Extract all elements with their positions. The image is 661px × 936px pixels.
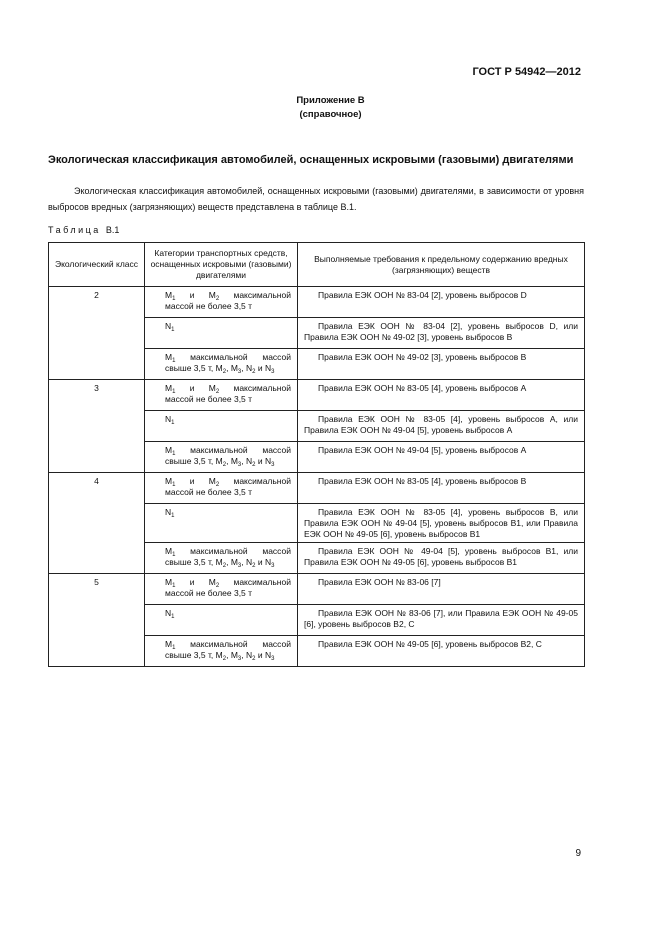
requirement-cell: Правила ЕЭК ООН № 49-04 [5], уровень выбросов А xyxy=(298,442,585,473)
section-heading: Экологическая классификация автомобилей, оснащенных искровыми (газовыми) двигателями xyxy=(48,154,574,166)
annex-title: Приложение В xyxy=(296,95,365,106)
category-cell-n1: $N_1$ xyxy=(145,411,298,442)
category-cell-heavy: $М_1$ максимальной массой свыше 3,5 т, $М_2$, $М_3$, $N_2$ и $N_3$ xyxy=(145,349,298,380)
category-cell-n1: $N_1$ xyxy=(145,318,298,349)
classification-table xyxy=(48,242,585,667)
category-cell-n1: $N_1$ xyxy=(145,504,298,543)
requirement-cell: Правила ЕЭК ООН № 83-04 [2], уровень выбросов D, или Правила ЕЭК ООН № 49-02 [3], уровень выбросов В xyxy=(298,318,585,349)
table-caption-number: В.1 xyxy=(105,225,120,235)
table-row xyxy=(49,473,585,504)
class-cell: 4 xyxy=(49,473,145,574)
category-cell-light: $М_1$ и $М_2$ максимальной массой не более 3,5 т xyxy=(145,574,298,605)
header-requirements: Выполняемые требования к предельному содержанию вредных (загрязняющих) веществ xyxy=(298,243,585,287)
category-cell-heavy: $М_1$ максимальной массой свыше 3,5 т, $М_2$, $М_3$, $N_2$ и $N_3$ xyxy=(145,636,298,667)
requirement-cell: Правила ЕЭК ООН № 83-05 [4], уровень выбросов В xyxy=(298,473,585,504)
class-cell: 3 xyxy=(49,380,145,473)
category-cell-light: $М_1$ и $М_2$ максимальной массой не более 3,5 т xyxy=(145,473,298,504)
class-cell: 2 xyxy=(49,287,145,380)
table-row xyxy=(49,380,585,411)
standard-number: ГОСТ Р 54942—2012 xyxy=(472,66,581,78)
header-ecological-class: Экологический класс xyxy=(49,243,145,287)
table-row xyxy=(49,574,585,605)
requirement-cell: Правила ЕЭК ООН № 49-02 [3], уровень выбросов В xyxy=(298,349,585,380)
page-number: 9 xyxy=(575,848,581,859)
requirement-cell: Правила ЕЭК ООН № 83-06 [7] xyxy=(298,574,585,605)
category-cell-n1: $N_1$ xyxy=(145,605,298,636)
header-vehicle-categories: Категории транспортных средств, оснащенных искровыми (газовыми) двигателями xyxy=(145,243,298,287)
table-body xyxy=(49,287,585,667)
class-cell: 5 xyxy=(49,574,145,667)
category-cell-light: $М_1$ и $М_2$ максимальной массой не более 3,5 т xyxy=(145,380,298,411)
table-caption-word: Таблица xyxy=(48,225,101,235)
requirement-cell: Правила ЕЭК ООН № 83-05 [4], уровень выбросов А, или Правила ЕЭК ООН № 49-04 [5], уровень выбросов А xyxy=(298,411,585,442)
annex-subtitle: (справочное) xyxy=(299,109,362,120)
requirement-cell: Правила ЕЭК ООН № 83-06 [7], или Правила ЕЭК ООН № 49-05 [6], уровень выбросов В2, С xyxy=(298,605,585,636)
requirement-cell: Правила ЕЭК ООН № 83-04 [2], уровень выбросов D xyxy=(298,287,585,318)
table-header-row xyxy=(49,243,585,287)
requirement-cell: Правила ЕЭК ООН № 83-05 [4], уровень выбросов А xyxy=(298,380,585,411)
annex-title-block xyxy=(0,94,661,122)
category-cell-heavy: $М_1$ максимальной массой свыше 3,5 т, $М_2$, $М_3$, $N_2$ и $N_3$ xyxy=(145,543,298,574)
requirement-cell: Правила ЕЭК ООН № 49-04 [5], уровень выбросов В1, или Правила ЕЭК ООН № 49-05 [6], уровень выбросов В1 xyxy=(298,543,585,574)
requirement-cell: Правила ЕЭК ООН № 49-05 [6], уровень выбросов В2, С xyxy=(298,636,585,667)
intro-paragraph: Экологическая классификация автомобилей, оснащенных искровыми (газовыми) двигателями, в зависимости от уровня выбросов вредных (загрязняющих) веществ представлена в таблице В.1. xyxy=(48,186,584,212)
table-row xyxy=(49,287,585,318)
requirement-cell: Правила ЕЭК ООН № 83-05 [4], уровень выбросов В, или Правила ЕЭК ООН № 49-04 [5], уровень выбросов В1, или Правила ЕЭК ООН № 49-05 [6], уровень выбросов В1 xyxy=(298,504,585,543)
table-caption xyxy=(48,225,119,235)
category-cell-light: $М_1$ и $М_2$ максимальной массой не более 3,5 т xyxy=(145,287,298,318)
category-cell-heavy: $М_1$ максимальной массой свыше 3,5 т, $М_2$, $М_3$, $N_2$ и $N_3$ xyxy=(145,442,298,473)
